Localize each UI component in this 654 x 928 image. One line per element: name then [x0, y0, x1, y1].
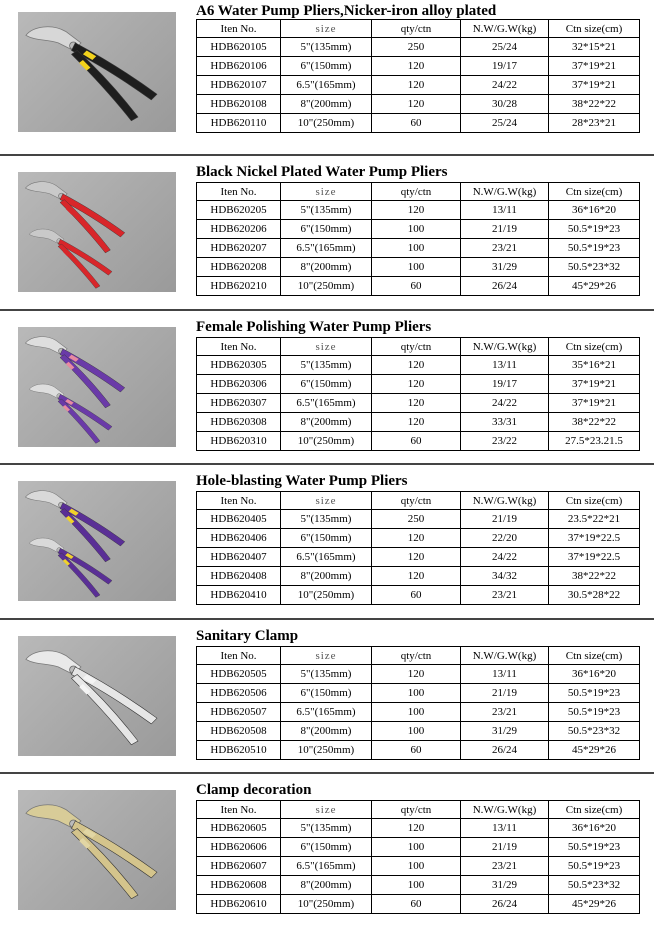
- table-row: [197, 703, 640, 722]
- table-row: [197, 529, 640, 548]
- cell-item: HDB620106: [197, 57, 281, 76]
- cell-item: HDB620407: [197, 548, 281, 567]
- cell-carton: 32*15*21: [549, 38, 640, 57]
- cell-weight: 22/20: [461, 529, 549, 548]
- table-row: [197, 95, 640, 114]
- cell-weight: 33/31: [461, 413, 549, 432]
- header-qty: qty/ctn: [372, 20, 461, 38]
- table-header-row: [197, 492, 640, 510]
- cell-qty: 250: [372, 38, 461, 57]
- cell-weight: 25/24: [461, 114, 549, 133]
- cell-size: 5"(135mm): [281, 665, 372, 684]
- section-divider: [0, 618, 654, 620]
- cell-size: 10"(250mm): [281, 895, 372, 914]
- header-weight: N.W/G.W(kg): [461, 647, 549, 665]
- cell-qty: 120: [372, 529, 461, 548]
- product-photo: [18, 327, 176, 447]
- cell-qty: 100: [372, 722, 461, 741]
- cell-weight: 26/24: [461, 741, 549, 760]
- cell-carton: 37*19*22.5: [549, 548, 640, 567]
- table-header-row: [197, 647, 640, 665]
- cell-weight: 19/17: [461, 57, 549, 76]
- table-row: [197, 239, 640, 258]
- cell-size: 6"(150mm): [281, 57, 372, 76]
- header-item: Iten No.: [197, 20, 281, 38]
- header-weight: N.W/G.W(kg): [461, 338, 549, 356]
- cell-size: 6.5"(165mm): [281, 857, 372, 876]
- cell-qty: 60: [372, 432, 461, 451]
- cell-item: HDB620107: [197, 76, 281, 95]
- cell-size: 5"(135mm): [281, 38, 372, 57]
- cell-qty: 60: [372, 586, 461, 605]
- cell-size: 6.5"(165mm): [281, 548, 372, 567]
- table-row: [197, 76, 640, 95]
- pliers-large-icon: [25, 337, 124, 408]
- cell-weight: 34/32: [461, 567, 549, 586]
- table-row: [197, 413, 640, 432]
- cell-qty: 120: [372, 76, 461, 95]
- cell-size: 6"(150mm): [281, 529, 372, 548]
- cell-carton: 27.5*23.21.5: [549, 432, 640, 451]
- product-section: [0, 156, 654, 310]
- table-row: [197, 895, 640, 914]
- cell-qty: 120: [372, 567, 461, 586]
- cell-weight: 24/22: [461, 548, 549, 567]
- cell-weight: 31/29: [461, 722, 549, 741]
- cell-item: HDB620205: [197, 201, 281, 220]
- header-qty: qty/ctn: [372, 801, 461, 819]
- table-row: [197, 258, 640, 277]
- header-item: Iten No.: [197, 183, 281, 201]
- table-row: [197, 876, 640, 895]
- spec-table: [196, 800, 640, 914]
- cell-carton: 23.5*22*21: [549, 510, 640, 529]
- cell-size: 8"(200mm): [281, 876, 372, 895]
- header-item: Iten No.: [197, 338, 281, 356]
- cell-size: 8"(200mm): [281, 567, 372, 586]
- cell-size: 6"(150mm): [281, 684, 372, 703]
- cell-carton: 38*22*22: [549, 413, 640, 432]
- cell-weight: 23/21: [461, 857, 549, 876]
- cell-item: HDB620405: [197, 510, 281, 529]
- cell-weight: 13/11: [461, 819, 549, 838]
- cell-carton: 37*19*21: [549, 375, 640, 394]
- cell-size: 10"(250mm): [281, 586, 372, 605]
- cell-qty: 100: [372, 876, 461, 895]
- cell-item: HDB620307: [197, 394, 281, 413]
- cell-qty: 120: [372, 356, 461, 375]
- section-divider: [0, 309, 654, 311]
- cell-weight: 26/24: [461, 895, 549, 914]
- cell-size: 10"(250mm): [281, 114, 372, 133]
- product-section: [0, 774, 654, 928]
- header-item: Iten No.: [197, 492, 281, 510]
- cell-size: 6"(150mm): [281, 838, 372, 857]
- header-weight: N.W/G.W(kg): [461, 20, 549, 38]
- section-title: Sanitary Clamp: [196, 628, 299, 644]
- cell-qty: 120: [372, 665, 461, 684]
- table-row: [197, 114, 640, 133]
- header-size: size: [281, 183, 372, 201]
- table-row: [197, 741, 640, 760]
- table-row: [197, 722, 640, 741]
- cell-item: HDB620108: [197, 95, 281, 114]
- pliers-large-icon: [25, 182, 124, 253]
- header-qty: qty/ctn: [372, 183, 461, 201]
- cell-qty: 120: [372, 201, 461, 220]
- cell-qty: 100: [372, 684, 461, 703]
- cell-item: HDB620206: [197, 220, 281, 239]
- header-qty: qty/ctn: [372, 647, 461, 665]
- header-size: size: [281, 801, 372, 819]
- cell-size: 6.5"(165mm): [281, 394, 372, 413]
- table-row: [197, 586, 640, 605]
- cell-size: 8"(200mm): [281, 413, 372, 432]
- cell-item: HDB620506: [197, 684, 281, 703]
- product-section: [0, 0, 654, 154]
- cell-size: 6.5"(165mm): [281, 76, 372, 95]
- section-title: Black Nickel Plated Water Pump Pliers: [196, 164, 448, 180]
- header-carton: Ctn size(cm): [549, 183, 640, 201]
- cell-size: 5"(135mm): [281, 819, 372, 838]
- cell-carton: 45*29*26: [549, 741, 640, 760]
- table-row: [197, 220, 640, 239]
- table-row: [197, 356, 640, 375]
- product-photo: [18, 12, 176, 132]
- header-qty: qty/ctn: [372, 338, 461, 356]
- cell-carton: 50.5*19*23: [549, 220, 640, 239]
- table-row: [197, 57, 640, 76]
- cell-weight: 21/19: [461, 220, 549, 239]
- product-section: [0, 620, 654, 774]
- cell-item: HDB620510: [197, 741, 281, 760]
- table-row: [197, 432, 640, 451]
- table-header-row: [197, 183, 640, 201]
- cell-size: 6"(150mm): [281, 220, 372, 239]
- cell-qty: 120: [372, 95, 461, 114]
- cell-size: 10"(250mm): [281, 432, 372, 451]
- header-qty: qty/ctn: [372, 492, 461, 510]
- cell-carton: 38*22*22: [549, 567, 640, 586]
- cell-size: 6.5"(165mm): [281, 703, 372, 722]
- cell-weight: 23/21: [461, 239, 549, 258]
- cell-item: HDB620105: [197, 38, 281, 57]
- table-row: [197, 857, 640, 876]
- header-carton: Ctn size(cm): [549, 492, 640, 510]
- pliers-large-icon: [25, 491, 124, 562]
- cell-size: 10"(250mm): [281, 741, 372, 760]
- header-weight: N.W/G.W(kg): [461, 183, 549, 201]
- header-weight: N.W/G.W(kg): [461, 492, 549, 510]
- cell-qty: 120: [372, 57, 461, 76]
- cell-weight: 30/28: [461, 95, 549, 114]
- section-title: A6 Water Pump Pliers,Nicker-iron alloy plated: [196, 3, 497, 19]
- cell-qty: 120: [372, 819, 461, 838]
- cell-item: HDB620507: [197, 703, 281, 722]
- spec-table: [196, 646, 640, 760]
- cell-item: HDB620310: [197, 432, 281, 451]
- cell-carton: 37*19*21: [549, 76, 640, 95]
- pliers-icon: [26, 27, 157, 121]
- cell-qty: 120: [372, 413, 461, 432]
- cell-weight: 21/19: [461, 510, 549, 529]
- cell-item: HDB620406: [197, 529, 281, 548]
- table-row: [197, 548, 640, 567]
- header-carton: Ctn size(cm): [549, 647, 640, 665]
- cell-carton: 45*29*26: [549, 277, 640, 296]
- cell-size: 8"(200mm): [281, 722, 372, 741]
- cell-item: HDB620408: [197, 567, 281, 586]
- cell-weight: 24/22: [461, 76, 549, 95]
- cell-carton: 37*19*21: [549, 57, 640, 76]
- product-section: [0, 311, 654, 465]
- section-divider: [0, 154, 654, 156]
- cell-item: HDB620305: [197, 356, 281, 375]
- cell-weight: 24/22: [461, 394, 549, 413]
- cell-carton: 50.5*23*32: [549, 722, 640, 741]
- product-photo: [18, 172, 176, 292]
- cell-weight: 21/19: [461, 684, 549, 703]
- pliers-icon: [26, 651, 157, 745]
- section-title: Female Polishing Water Pump Pliers: [196, 319, 432, 335]
- cell-item: HDB620306: [197, 375, 281, 394]
- table-row: [197, 394, 640, 413]
- spec-table: [196, 19, 640, 133]
- cell-item: HDB620110: [197, 114, 281, 133]
- cell-item: HDB620608: [197, 876, 281, 895]
- cell-item: HDB620410: [197, 586, 281, 605]
- cell-item: HDB620605: [197, 819, 281, 838]
- cell-qty: 120: [372, 548, 461, 567]
- table-row: [197, 375, 640, 394]
- cell-item: HDB620505: [197, 665, 281, 684]
- cell-weight: 21/19: [461, 838, 549, 857]
- cell-carton: 36*16*20: [549, 665, 640, 684]
- cell-item: HDB620606: [197, 838, 281, 857]
- cell-weight: 19/17: [461, 375, 549, 394]
- header-carton: Ctn size(cm): [549, 338, 640, 356]
- spec-table: [196, 337, 640, 451]
- cell-qty: 250: [372, 510, 461, 529]
- product-photo: [18, 636, 176, 756]
- cell-size: 8"(200mm): [281, 95, 372, 114]
- header-size: size: [281, 492, 372, 510]
- cell-carton: 35*16*21: [549, 356, 640, 375]
- table-header-row: [197, 20, 640, 38]
- cell-size: 6.5"(165mm): [281, 239, 372, 258]
- cell-qty: 120: [372, 394, 461, 413]
- product-section: [0, 465, 654, 619]
- spec-table: [196, 182, 640, 296]
- cell-weight: 13/11: [461, 201, 549, 220]
- cell-size: 8"(200mm): [281, 258, 372, 277]
- cell-item: HDB620607: [197, 857, 281, 876]
- cell-carton: 50.5*23*32: [549, 876, 640, 895]
- cell-weight: 26/24: [461, 277, 549, 296]
- section-title: Clamp decoration: [196, 782, 312, 798]
- cell-qty: 60: [372, 114, 461, 133]
- table-header-row: [197, 338, 640, 356]
- cell-carton: 45*29*26: [549, 895, 640, 914]
- cell-carton: 50.5*19*23: [549, 857, 640, 876]
- table-row: [197, 838, 640, 857]
- cell-qty: 100: [372, 239, 461, 258]
- cell-carton: 50.5*19*23: [549, 838, 640, 857]
- cell-qty: 120: [372, 375, 461, 394]
- cell-weight: 31/29: [461, 876, 549, 895]
- cell-carton: 36*16*20: [549, 819, 640, 838]
- cell-qty: 100: [372, 838, 461, 857]
- cell-weight: 13/11: [461, 356, 549, 375]
- table-row: [197, 819, 640, 838]
- cell-size: 5"(135mm): [281, 201, 372, 220]
- cell-item: HDB620207: [197, 239, 281, 258]
- table-row: [197, 510, 640, 529]
- cell-carton: 37*19*21: [549, 394, 640, 413]
- table-header-row: [197, 801, 640, 819]
- cell-carton: 38*22*22: [549, 95, 640, 114]
- cell-size: 10"(250mm): [281, 277, 372, 296]
- cell-qty: 100: [372, 703, 461, 722]
- cell-weight: 23/21: [461, 586, 549, 605]
- table-row: [197, 38, 640, 57]
- header-carton: Ctn size(cm): [549, 20, 640, 38]
- cell-carton: 30.5*28*22: [549, 586, 640, 605]
- product-photo: [18, 790, 176, 910]
- cell-qty: 100: [372, 857, 461, 876]
- cell-qty: 60: [372, 741, 461, 760]
- section-divider: [0, 772, 654, 774]
- pliers-icon: [26, 805, 157, 899]
- table-row: [197, 201, 640, 220]
- section-divider: [0, 463, 654, 465]
- cell-item: HDB620208: [197, 258, 281, 277]
- cell-carton: 28*23*21: [549, 114, 640, 133]
- cell-qty: 60: [372, 277, 461, 296]
- header-size: size: [281, 338, 372, 356]
- cell-size: 6"(150mm): [281, 375, 372, 394]
- cell-item: HDB620210: [197, 277, 281, 296]
- cell-carton: 50.5*19*23: [549, 684, 640, 703]
- cell-weight: 13/11: [461, 665, 549, 684]
- header-weight: N.W/G.W(kg): [461, 801, 549, 819]
- cell-size: 5"(135mm): [281, 356, 372, 375]
- table-row: [197, 684, 640, 703]
- header-carton: Ctn size(cm): [549, 801, 640, 819]
- spec-table: [196, 491, 640, 605]
- cell-weight: 25/24: [461, 38, 549, 57]
- cell-item: HDB620308: [197, 413, 281, 432]
- cell-qty: 100: [372, 258, 461, 277]
- header-item: Iten No.: [197, 801, 281, 819]
- product-photo: [18, 481, 176, 601]
- header-size: size: [281, 647, 372, 665]
- table-row: [197, 665, 640, 684]
- cell-carton: 50.5*19*23: [549, 239, 640, 258]
- table-row: [197, 567, 640, 586]
- cell-weight: 23/22: [461, 432, 549, 451]
- cell-qty: 100: [372, 220, 461, 239]
- section-title: Hole-blasting Water Pump Pliers: [196, 473, 408, 489]
- cell-item: HDB620508: [197, 722, 281, 741]
- cell-carton: 36*16*20: [549, 201, 640, 220]
- table-row: [197, 277, 640, 296]
- cell-qty: 60: [372, 895, 461, 914]
- cell-weight: 31/29: [461, 258, 549, 277]
- cell-carton: 50.5*19*23: [549, 703, 640, 722]
- cell-size: 5"(135mm): [281, 510, 372, 529]
- cell-item: HDB620610: [197, 895, 281, 914]
- cell-weight: 23/21: [461, 703, 549, 722]
- header-item: Iten No.: [197, 647, 281, 665]
- cell-carton: 50.5*23*32: [549, 258, 640, 277]
- cell-carton: 37*19*22.5: [549, 529, 640, 548]
- header-size: size: [281, 20, 372, 38]
